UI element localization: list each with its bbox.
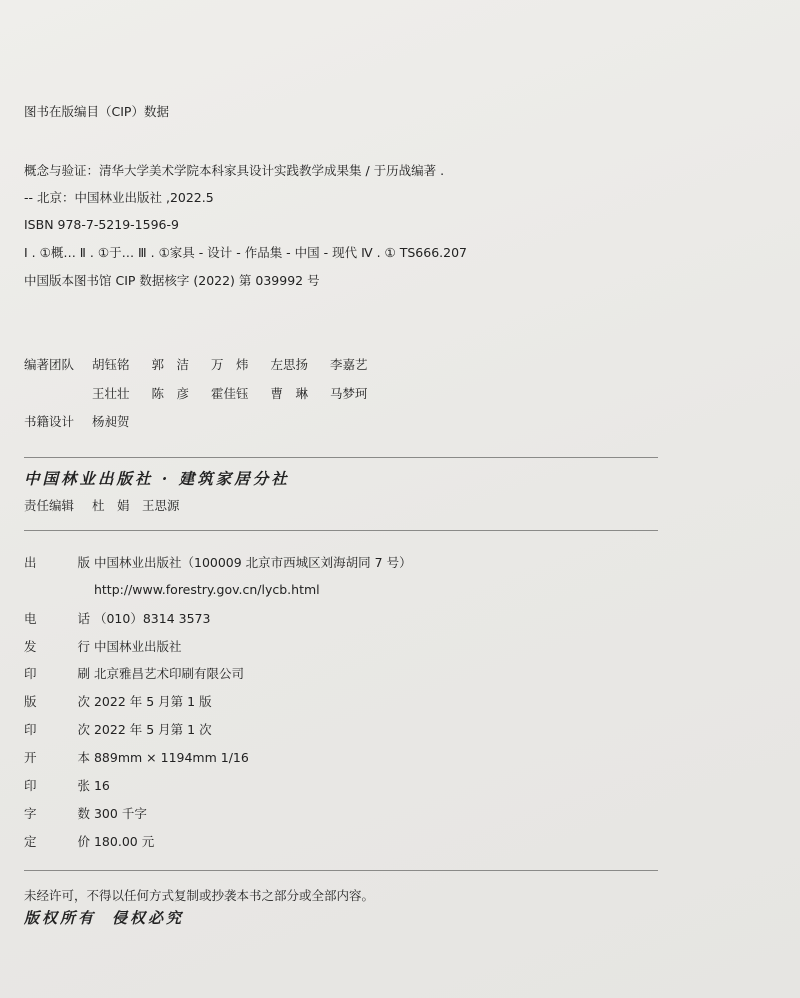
- info-value: 16: [93, 778, 110, 793]
- team-member: 左思扬: [270, 357, 308, 372]
- team-member: 李嘉艺: [329, 357, 368, 372]
- info-row-price: [24, 833, 154, 851]
- info-row-distribution: [24, 638, 182, 656]
- team-member: 王壮壮: [91, 386, 130, 401]
- info-label: 出 版: [24, 555, 90, 570]
- info-value: 180.00 元: [93, 834, 155, 849]
- editors-value: 杜 娟 王思源: [91, 498, 180, 513]
- info-label: 版 次: [24, 694, 90, 709]
- copyright-notice: 未经许可，不得以任何方式复制或抄袭本书之部分或全部内容。: [24, 888, 375, 903]
- info-value: http://www.forestry.gov.cn/lycb.html: [93, 582, 320, 597]
- rights-reserved: [24, 909, 184, 927]
- info-label: 电 话: [24, 611, 90, 626]
- team-member: 曹 琳: [270, 386, 308, 401]
- info-row-printer: [24, 665, 244, 683]
- team-member: 马梦珂: [329, 386, 368, 401]
- info-row-phone: [24, 610, 210, 628]
- info-row-sheets: [24, 777, 110, 795]
- team-row-1: [24, 356, 368, 374]
- rights-text-2: 侵权必究: [112, 909, 185, 927]
- info-row-wordcount: [24, 805, 147, 823]
- info-row-website: [24, 581, 320, 599]
- publisher-branch: 中国林业出版社 · 建筑家居分社: [24, 469, 290, 488]
- team-member: 霍佳钰: [210, 386, 249, 401]
- info-value: 中国林业出版社（100009 北京市西城区刘海胡同 7 号）: [93, 555, 412, 570]
- divider: [24, 530, 658, 531]
- design-value: 杨昶贺: [91, 414, 130, 429]
- team-member: 郭 洁: [151, 357, 189, 372]
- info-value: 889mm × 1194mm 1/16: [93, 750, 249, 765]
- team-names-1: [92, 357, 368, 372]
- team-member: 陈 彦: [151, 386, 189, 401]
- info-value: 中国林业出版社: [93, 639, 182, 654]
- info-label: 发 行: [24, 639, 90, 654]
- team-row-2: [24, 385, 368, 403]
- design-row: [24, 413, 130, 431]
- info-label: 印 刷: [24, 666, 90, 681]
- info-label: 定 价: [24, 834, 90, 849]
- info-label: 印 张: [24, 778, 90, 793]
- team-member: 胡钰铭: [91, 357, 130, 372]
- rights-text-1: 版权所有: [24, 909, 97, 927]
- team-label: 编著团队: [24, 357, 75, 372]
- divider: [24, 870, 658, 871]
- info-row-printing: [24, 721, 212, 739]
- team-member: 万 炜: [210, 357, 249, 372]
- info-value: 北京雅昌艺术印刷有限公司: [93, 666, 244, 681]
- cip-publisher-line: -- 北京：中国林业出版社 ,2022.5: [24, 190, 214, 205]
- cip-heading: 图书在版编目（CIP）数据: [24, 104, 169, 119]
- team-names-2: [92, 386, 368, 401]
- info-row-format: [24, 749, 249, 767]
- info-row-edition: [24, 693, 212, 711]
- info-label: 印 次: [24, 722, 90, 737]
- editors-row: [24, 497, 180, 515]
- cip-isbn: ISBN 978-7-5219-1596-9: [24, 217, 179, 232]
- cip-number: 中国版本图书馆 CIP 数据核字 (2022) 第 039992 号: [24, 273, 320, 288]
- info-row-publisher: [24, 554, 412, 572]
- cip-classification: Ⅰ . ①概… Ⅱ . ①于… Ⅲ . ①家具 - 设计 - 作品集 - 中国 - 现代 Ⅳ . ① TS666.207: [24, 245, 467, 260]
- info-value: 2022 年 5 月第 1 次: [93, 722, 212, 737]
- editors-label: 责任编辑: [24, 498, 75, 513]
- info-value: 300 千字: [93, 806, 147, 821]
- info-label: 字 数: [24, 806, 90, 821]
- divider: [24, 457, 658, 458]
- info-value: （010）8314 3573: [93, 611, 211, 626]
- cip-title-line: 概念与验证：清华大学美术学院本科家具设计实践教学成果集 / 于历战编著 .: [24, 163, 445, 178]
- design-label: 书籍设计: [24, 414, 75, 429]
- info-label: 开 本: [24, 750, 90, 765]
- info-value: 2022 年 5 月第 1 版: [93, 694, 212, 709]
